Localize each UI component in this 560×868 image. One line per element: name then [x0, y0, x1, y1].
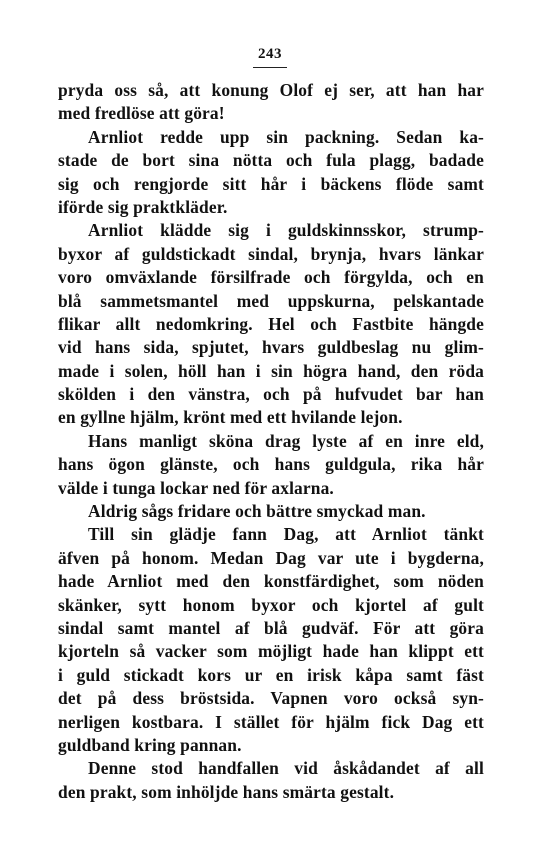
body-text [58, 79, 484, 804]
text-line: skänker, sytt honom byxor och kjortel af gult [58, 594, 484, 615]
text-line: Arnliot klädde sig i guldskinnsskor, strump- [88, 220, 484, 241]
text-line: Denne stod handfallen vid åskådandet af all [88, 758, 484, 779]
text-line: voro omväxlande försilfrade och förgylda, och en [58, 267, 484, 288]
text-line: hans ögon glänste, och hans guldgula, rika hår [58, 454, 484, 475]
text-line: flikar allt nedomkring. Hel och Fastbite hängde [58, 313, 484, 334]
text-line: nerligen kostbara. I stället för hjälm fick Dag ett [58, 711, 484, 732]
text-line: med fredlöse att göra! [58, 103, 225, 124]
text-line: vid hans sida, spjutet, hvars guldbeslag nu glim- [58, 337, 484, 358]
text-line: pryda oss så, att konung Olof ej ser, att han har [58, 80, 484, 100]
text-line: guldband kring pannan. [58, 734, 242, 755]
page-number: 243 [258, 46, 282, 62]
text-line: äfven på honom. Medan Dag var ute i bygderna, [58, 547, 484, 568]
text-line: Till sin glädje fann Dag, att Arnliot tänkt [88, 524, 484, 545]
text-line: välde i tunga lockar ned för axlarna. [58, 477, 334, 498]
text-line: hade Arnliot med den konstfärdighet, som nöden [58, 571, 484, 592]
text-line: en gyllne hjälm, krönt med ett hvilande lejon. [58, 407, 403, 428]
text-line: kjorteln så vacker som möjligt hade han klippt ett [58, 641, 484, 662]
text-line: skölden i den vänstra, och på hufvudet bar han [58, 384, 484, 405]
text-line: Arnliot redde upp sin packning. Sedan ka- [88, 126, 484, 147]
text-line: stade de bort sina nötta och fula plagg, badade [58, 150, 484, 171]
text-line: iförde sig praktkläder. [58, 196, 228, 217]
text-line: sig och rengjorde sitt hår i bäckens flöde samt [58, 173, 484, 194]
text-line: Hans manligt sköna drag lyste af en inre eld, [88, 430, 484, 451]
text-line: byxor af guldstickadt sindal, brynja, hvars länkar [58, 243, 484, 264]
text-line: sindal samt mantel af blå gudväf. För att göra [58, 617, 484, 638]
page-number-rule [253, 67, 287, 68]
text-line: Aldrig sågs fridare och bättre smyckad man. [88, 501, 426, 522]
text-line: det på dess bröstsida. Vapnen voro också syn- [58, 688, 484, 709]
text-line: made i solen, höll han i sin högra hand, den röda [58, 360, 484, 381]
text-line: i guld stickadt kors ur en irisk kåpa samt fäst [58, 664, 484, 685]
text-line: blå sammetsmantel med uppskurna, pelskantade [58, 290, 484, 311]
text-line: den prakt, som inhöljde hans smärta gestalt. [58, 781, 395, 802]
